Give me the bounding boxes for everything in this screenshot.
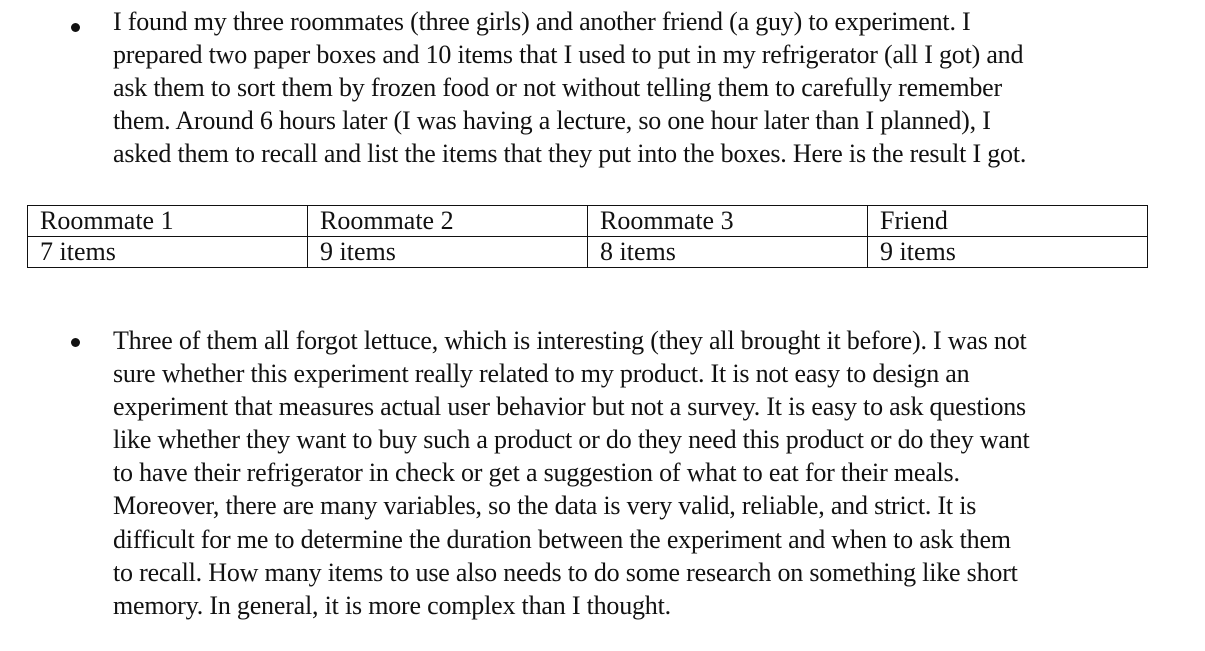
table-cell: 9 items (308, 237, 588, 268)
bullet-point-icon (71, 338, 80, 347)
text-line: to have their refrigerator in check or get a suggestion of what to eat for their meals. (113, 458, 960, 488)
text-line: like whether they want to buy such a product or do they need this product or do they want (113, 425, 1030, 455)
text-line: Moreover, there are many variables, so the data is very valid, reliable, and strict. It is (113, 491, 977, 521)
table-header-cell: Roommate 3 (588, 206, 868, 237)
text-line: experiment that measures actual user behavior but not a survey. It is easy to ask questions (113, 392, 1026, 422)
table-cell: 9 items (868, 237, 1148, 268)
table-cell: 8 items (588, 237, 868, 268)
text-line: to recall. How many items to use also needs to do some research on something like short (113, 557, 1018, 587)
results-table (27, 205, 1148, 268)
text-line: sure whether this experiment really related to my product. It is not easy to design an (113, 359, 970, 389)
paragraph-text (113, 324, 1165, 622)
table-header-cell: Roommate 2 (308, 206, 588, 237)
text-line: memory. In general, it is more complex than I thought. (113, 590, 671, 620)
text-line: them. Around 6 hours later (I was having a lecture, so one hour later than I planned), I (113, 106, 991, 136)
text-line: difficult for me to determine the duration between the experiment and when to ask them (113, 524, 1011, 554)
text-line: prepared two paper boxes and 10 items that I used to put in my refrigerator (all I got) and (113, 40, 1024, 70)
table-header-row (28, 206, 1148, 237)
bullet-point-icon (71, 23, 80, 32)
text-line: Three of them all forgot lettuce, which is interesting (they all brought it before). I was not (113, 326, 1027, 355)
text-line: I found my three roommates (three girls) and another friend (a guy) to experiment. I (113, 7, 971, 36)
paragraph-text (113, 5, 1165, 170)
table-row (28, 237, 1148, 268)
table-header-cell: Roommate 1 (28, 206, 308, 237)
table-cell: 7 items (28, 237, 308, 268)
table-header-cell: Friend (868, 206, 1148, 237)
text-line: asked them to recall and list the items that they put into the boxes. Here is the result I got. (113, 139, 1027, 169)
text-line: ask them to sort them by frozen food or not without telling them to carefully remember (113, 73, 1002, 103)
